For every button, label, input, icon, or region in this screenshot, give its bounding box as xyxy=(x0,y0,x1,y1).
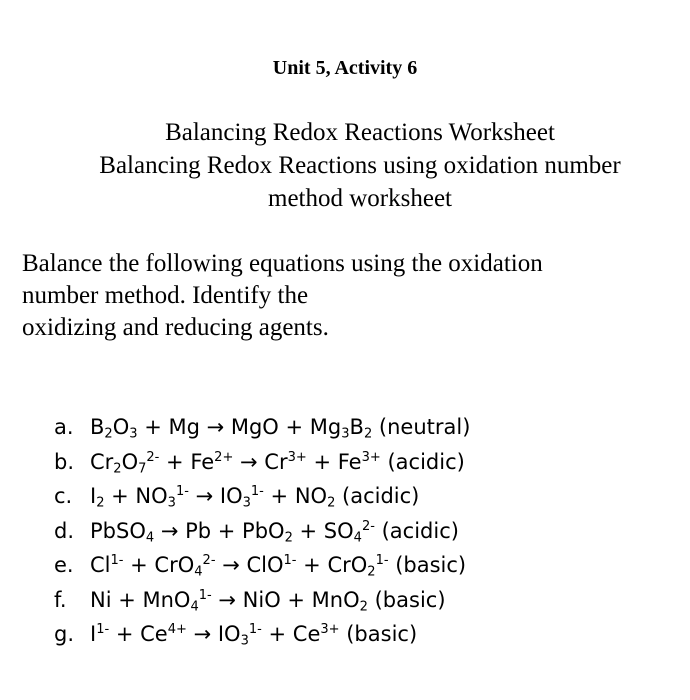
eq-charge: 3+ xyxy=(287,449,307,465)
eq-subscript: 4 xyxy=(353,530,362,546)
eq-subscript: 2 xyxy=(284,530,293,546)
eq-text: + NO xyxy=(104,484,168,508)
eq-charge: 4+ xyxy=(167,621,187,637)
eq-text: + SO xyxy=(292,518,354,543)
eq-charge: 1- xyxy=(198,587,212,603)
eq-charge: 1- xyxy=(375,552,389,568)
eq-text: + CrO xyxy=(123,553,195,577)
eq-charge: 3+ xyxy=(361,449,381,465)
equation-g xyxy=(54,617,674,652)
eq-condition: (basic) xyxy=(339,622,418,646)
equation-list xyxy=(54,410,674,652)
eq-text: O xyxy=(112,415,130,439)
worksheet-title xyxy=(40,116,680,215)
eq-text: → Pb + PbO xyxy=(154,518,285,543)
title-line-2: Balancing Redox Reactions using oxidation number xyxy=(99,152,621,179)
eq-text: → IO xyxy=(188,484,243,508)
eq-subscript: 4 xyxy=(190,599,199,615)
eq-subscript: 2 xyxy=(113,461,122,477)
equation-e xyxy=(54,548,674,583)
eq-text: + Ce xyxy=(261,622,321,646)
equation-f xyxy=(54,583,674,618)
eq-text: B xyxy=(349,415,364,439)
eq-charge: 1- xyxy=(175,483,189,499)
instructions-line-3: oxidizing and reducing agents. xyxy=(22,314,329,341)
eq-text: I xyxy=(90,484,97,508)
title-line-1: Balancing Redox Reactions Worksheet xyxy=(165,119,555,146)
eq-subscript: 2 xyxy=(359,599,368,615)
instructions-line-2: number method. Identify the xyxy=(22,282,309,309)
equation-letter: c. xyxy=(54,484,73,508)
eq-condition: (basic) xyxy=(388,553,467,577)
eq-text: Ni + MnO xyxy=(90,587,191,612)
eq-condition: (acidic) xyxy=(374,518,459,543)
eq-subscript: 3 xyxy=(240,633,249,649)
eq-condition: (acidic) xyxy=(335,484,420,508)
eq-text: → Cr xyxy=(233,449,288,474)
eq-charge: 1- xyxy=(110,552,124,568)
eq-text: + Fe xyxy=(306,449,362,474)
eq-text: + Mg → MgO + Mg xyxy=(137,415,342,439)
equation-letter: a. xyxy=(54,415,74,439)
equation-a xyxy=(54,410,674,445)
eq-condition: (neutral) xyxy=(372,415,471,439)
eq-text: + CrO xyxy=(296,553,368,577)
instructions-line-1: Balance the following equations using the oxidation xyxy=(22,250,543,277)
title-line-3: method worksheet xyxy=(268,185,452,212)
eq-subscript: 3 xyxy=(167,495,176,511)
eq-text: PbSO xyxy=(90,518,146,543)
eq-subscript: 2 xyxy=(96,495,105,511)
eq-subscript: 2 xyxy=(327,495,336,511)
equation-c xyxy=(54,479,674,514)
eq-text: → IO xyxy=(186,622,241,646)
eq-text: → NiO + MnO xyxy=(211,587,360,612)
eq-text: + NO xyxy=(263,484,328,508)
eq-subscript: 3 xyxy=(242,495,251,511)
eq-text: B xyxy=(90,415,105,439)
eq-subscript: 2 xyxy=(104,426,113,442)
eq-subscript: 2 xyxy=(363,426,373,442)
eq-subscript: 3 xyxy=(341,426,350,442)
eq-charge: 1- xyxy=(283,552,297,568)
eq-text: O xyxy=(121,449,139,474)
eq-text: Cr xyxy=(90,449,114,474)
equation-d xyxy=(54,514,674,549)
equation-b xyxy=(54,445,674,480)
eq-charge: 3+ xyxy=(320,621,340,637)
eq-text: Cl xyxy=(90,553,111,577)
eq-charge: 1- xyxy=(96,621,110,637)
eq-charge: 2- xyxy=(361,518,375,534)
eq-text: + Fe xyxy=(159,449,215,474)
eq-subscript: 4 xyxy=(145,530,155,546)
eq-charge: 2+ xyxy=(214,449,234,465)
equation-letter: b. xyxy=(54,449,75,474)
eq-charge: 2- xyxy=(146,449,160,465)
equation-letter: g. xyxy=(54,622,75,646)
unit-heading: Unit 5, Activity 6 xyxy=(272,57,418,79)
eq-text: + Ce xyxy=(109,622,168,646)
eq-condition: (basic) xyxy=(367,587,446,612)
equation-letter: d. xyxy=(54,518,75,543)
eq-charge: 1- xyxy=(248,621,262,637)
eq-subscript: 7 xyxy=(138,461,147,477)
eq-subscript: 3 xyxy=(129,426,138,442)
eq-text: I xyxy=(90,622,97,646)
eq-subscript: 2 xyxy=(367,564,376,580)
eq-text: → ClO xyxy=(215,553,284,577)
eq-charge: 2- xyxy=(202,552,216,568)
eq-subscript: 4 xyxy=(194,564,203,580)
eq-condition: (acidic) xyxy=(380,449,465,474)
eq-charge: 1- xyxy=(250,483,264,499)
equation-letter: f. xyxy=(54,587,67,612)
equation-letter: e. xyxy=(54,553,74,577)
instructions xyxy=(22,248,662,344)
